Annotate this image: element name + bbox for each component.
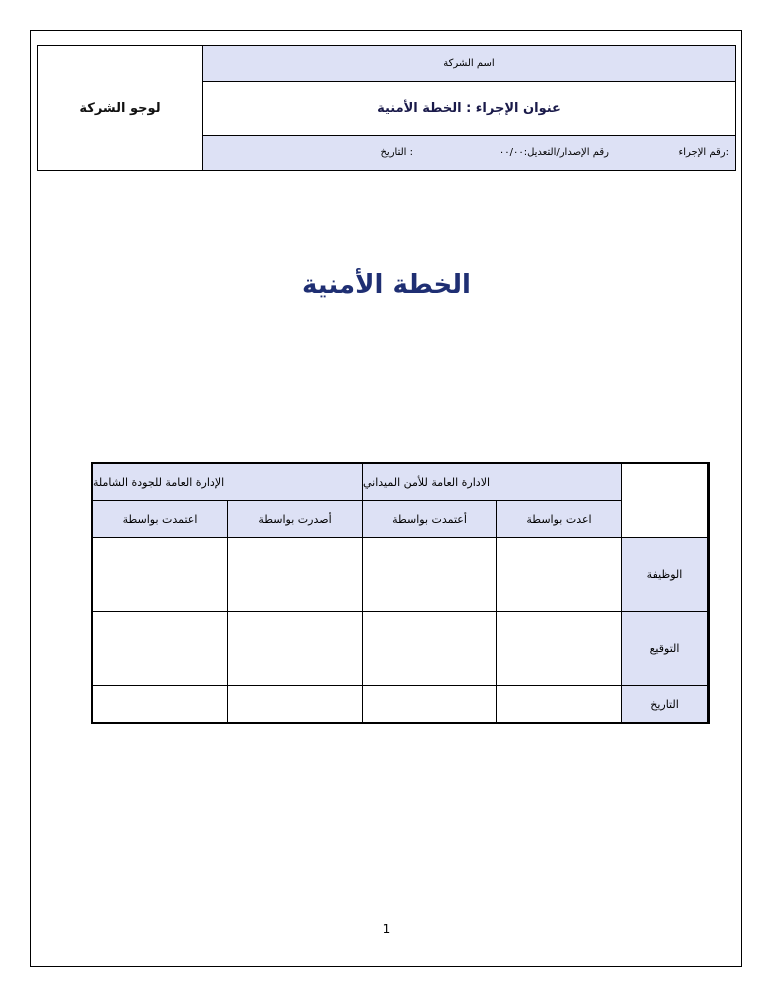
col-header-approved-security: أعتمدت بواسطة — [363, 501, 497, 538]
signature-cell[interactable] — [93, 538, 228, 612]
group-header-security: الادارة العامة للأمن الميداني — [363, 464, 622, 501]
document-header — [37, 45, 736, 171]
row-label-signature: التوقيع — [622, 612, 708, 686]
col-header-approved-quality: اعتمدت بواسطة — [93, 501, 228, 538]
company-name: اسم الشركة — [203, 46, 735, 82]
procedure-title: عنوان الإجراء : الخطة الأمنية — [203, 82, 735, 136]
signature-cell[interactable] — [497, 612, 622, 686]
version-label: رقم الإصدار/التعديل:٠٠/٠٠ — [498, 147, 609, 158]
date-cell[interactable] — [228, 686, 363, 722]
signature-cell[interactable] — [363, 612, 497, 686]
signature-cell[interactable] — [497, 538, 622, 612]
group-header-quality: الإدارة العامة للجودة الشاملة — [93, 464, 363, 501]
approval-table — [91, 462, 710, 724]
col-header-prepared-by: اعدت بواسطة — [497, 501, 622, 538]
company-logo-placeholder: لوجو الشركة — [38, 46, 203, 170]
signature-cell[interactable] — [363, 538, 497, 612]
date-cell[interactable] — [93, 686, 228, 722]
row-label-date: التاريخ — [622, 686, 708, 722]
date-cell[interactable] — [363, 686, 497, 722]
document-title: الخطة الأمنية — [302, 270, 471, 300]
signature-cell[interactable] — [228, 612, 363, 686]
procedure-number-label: رقم الإجراء: — [678, 147, 729, 158]
procedure-meta-row — [203, 136, 735, 170]
signature-cell[interactable] — [228, 538, 363, 612]
page-number: 1 — [382, 922, 391, 936]
col-header-issued-by: أصدرت بواسطة — [228, 501, 363, 538]
date-cell[interactable] — [497, 686, 622, 722]
header-date-label: التاريخ : — [380, 147, 413, 158]
corner-cell — [622, 464, 708, 538]
signature-cell[interactable] — [93, 612, 228, 686]
row-label-job-title: الوظيفة — [622, 538, 708, 612]
